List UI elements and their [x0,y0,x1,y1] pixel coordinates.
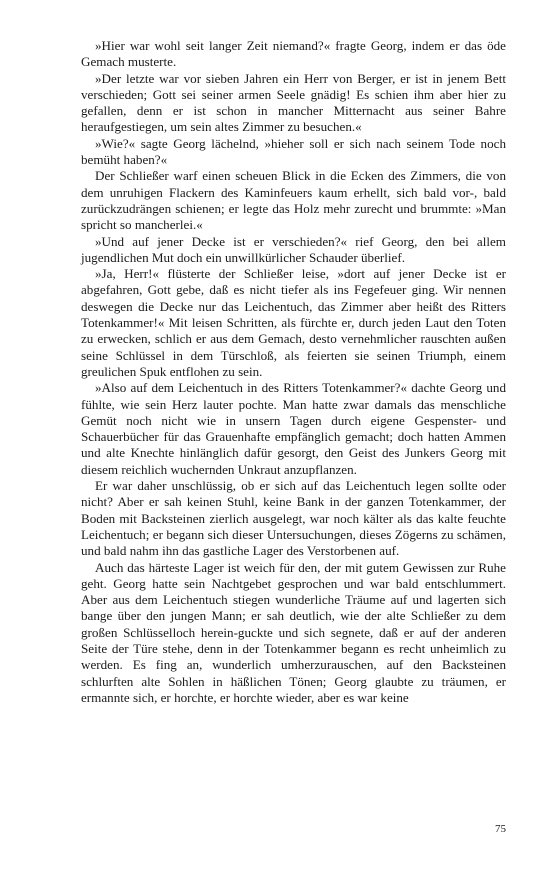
paragraph-2: »Der letzte war vor sieben Jahren ein Herr von Berger, er ist in jenem Bett verschieden; Gott sei seiner armen Seele gnädig! Es schien ihm aber hier zu gefallen, denn er ist schon in mancher Mitternacht aus seiner Bahre heraufgestiegen, um sein altes Zimmer zu besuchen.« [81,70,506,135]
paragraph-8: Er war daher unschlüssig, ob er sich auf das Leichentuch legen sollte oder nicht? Aber er sah keinen Stuhl, keine Bank in der ganzen Totenkammer, der Boden mit Backsteinen zierlich ausgelegt, war noch kälter als das kalte feuchte Leichentuch; er begann sich dieser Untersuchungen, dieses Zögerns zu schämen, und bald nahm ihn das gastliche Lager des Verstorbenen auf. [81,478,506,559]
book-page-text [81,38,506,706]
paragraph-9: Auch das härteste Lager ist weich für den, der mit gutem Gewissen zur Ruhe geht. Georg hatte sein Nachtgebet gesprochen und war bald entschlummert. Aber aus dem Leichentuch stiegen wunderliche Träume auf und lagerten sich bange über den jungen Mann; er sah deutlich, wie der alte Schließer zu dem großen Schlüsselloch herein-guckte und sich segnete, daß er auf der anderen Seite der Türe stehe, denn in der Totenkammer begann es recht unheimlich zu werden. Es fing an, wunderlich umherzurauschen, auf den Backsteinen schlurften alte Sohlen in häßlichen Tönen; Georg glaubte zu träumen, er ermannte sich, er horchte, er horchte wieder, aber es war keine [81,559,506,705]
page-number: 75 [495,823,506,835]
paragraph-4: Der Schließer warf einen scheuen Blick in die Ecken des Zimmers, die von dem unruhigen Flackern des Kaminfeuers kaum erhellt, sich bald vor-, bald zurückzudrängen schienen; er legte das Holz mehr zurecht und brummte: »Man spricht so mancherlei.« [81,168,506,233]
paragraph-1: »Hier war wohl seit langer Zeit niemand?« fragte Georg, indem er das öde Gemach musterte. [81,38,506,70]
paragraph-5: »Und auf jener Decke ist er verschieden?« rief Georg, den bei allem jugendlichen Mut doch ein unwillkürlicher Schauder überlief. [81,233,506,265]
paragraph-7: »Also auf dem Leichentuch in des Ritters Totenkammer?« dachte Georg und fühlte, wie sein Herz lauter pochte. Man hatte zwar damals das menschliche Gemüt noch nicht wie in unsern Tagen durch eigene Gespenster- und Schauerbücher für das Grauenhafte empfänglich gemacht; doch hatten Ammen und alte Knechte hinlänglich dafür gesorgt, den Geist des Junkers Georg mit diesem reichlich wuchernden Unkraut anzupflanzen. [81,380,506,477]
paragraph-6: »Ja, Herr!« flüsterte der Schließer leise, »dort auf jener Decke ist er abgefahren, Gott gebe, daß es nicht tiefer als ins Fegefeuer ging. Wir nennen deswegen die Decke nur das Leichentuch, das Zimmer aber heißt des Ritters Totenkammer!« Mit leisen Schritten, als fürchte er, durch jeden Laut den Toten zu erwecken, schlich er aus dem Gemach, desto vernehmlicher rauschten außen seine Schlüssel in dem Türschloß, als feierten sie seinen Triumph, einem greulichen Spuk entflohen zu sein. [81,266,506,379]
paragraph-3: »Wie?« sagte Georg lächelnd, »hieher soll er sich nach seinem Tode noch bemüht haben?« [81,135,506,168]
